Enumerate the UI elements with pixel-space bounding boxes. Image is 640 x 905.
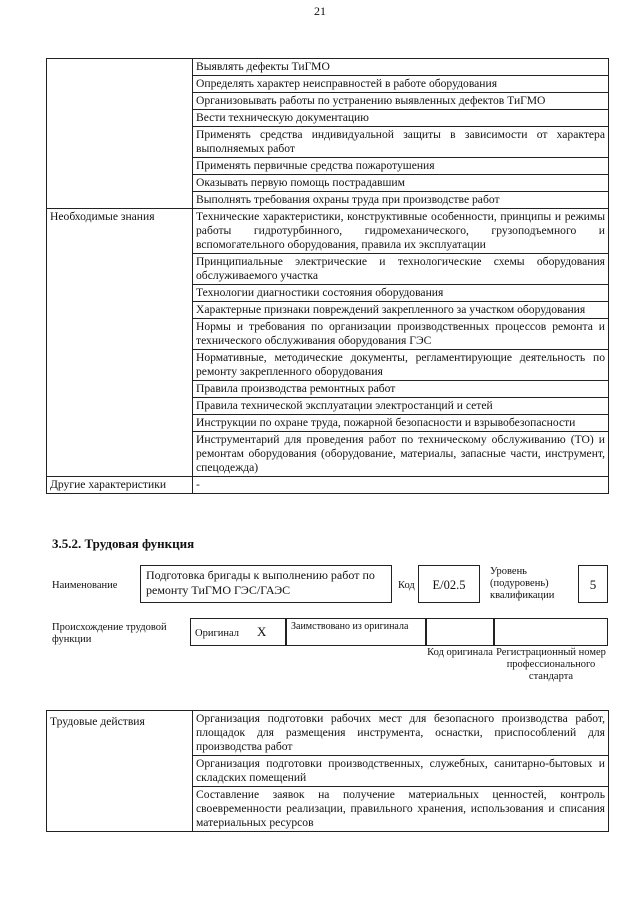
labor-actions-label: Трудовые действия xyxy=(47,711,193,832)
page-number: 21 xyxy=(314,4,326,18)
skill-item: Выполнять требования охраны труда при производстве работ xyxy=(193,192,609,209)
code-box xyxy=(418,565,480,603)
origin-code-caption: Код оригинала xyxy=(427,647,493,658)
code-label: Код xyxy=(398,580,415,591)
action-item: Организация подготовки производственных, служебных, санитарно-бытовых и складских помещений xyxy=(193,756,609,787)
knowledge-item: Нормы и требования по организации производственных процессов ремонта и технического обслуживания оборудования ГЭС xyxy=(193,319,609,350)
skill-item: Применять средства индивидуальной защиты в зависимости от характера выполняемых работ xyxy=(193,127,609,158)
skill-item: Вести техническую документацию xyxy=(193,110,609,127)
knowledge-skills-table xyxy=(46,58,609,494)
knowledge-item: Правила производства ремонтных работ xyxy=(193,381,609,398)
original-box xyxy=(190,618,286,646)
function-name-value: Подготовка бригады к выполнению работ по ремонту ТиГМО ГЭС/ГАЭС xyxy=(146,568,375,597)
skill-item: Оказывать первую помощь пострадавшим xyxy=(193,175,609,192)
skill-item: Определять характер неисправностей в работе оборудования xyxy=(193,76,609,93)
reg-number-caption: Регистрационный номер профессионального стандарта xyxy=(496,647,606,682)
borrowed-label: Заимствовано из оригинала xyxy=(291,621,409,632)
table-row xyxy=(47,59,609,76)
name-label: Наименование xyxy=(52,580,118,591)
origin-label: Происхождение трудовой функции xyxy=(52,622,167,645)
knowledge-item: Характерные признаки повреждений закрепленного за участком оборудования xyxy=(193,302,609,319)
knowledge-item: Технические характеристики, конструктивные особенности, принципы и режимы работы гидротурбинного, гидромеханического, грузоподъемного и вспомогательного оборудования, правила их эксплуатации xyxy=(193,209,609,254)
knowledge-item: Инструкции по охране труда, пожарной безопасности и взрывобезопасности xyxy=(193,415,609,432)
level-value: 5 xyxy=(589,577,597,592)
action-item: Организация подготовки рабочих мест для безопасного производства работ, площадок для размещения инструмента, оснастки, приспособлений для производства работ xyxy=(193,711,609,756)
table-row xyxy=(47,209,609,254)
function-name-box xyxy=(140,565,392,603)
other-characteristics-value: - xyxy=(193,477,609,494)
action-item: Составление заявок на получение материальных ценностей, контроль своевременности реализации, правильного хранения, использования и списания материальных ресурсов xyxy=(193,787,609,832)
original-mark: X xyxy=(257,624,267,639)
skill-item: Организовывать работы по устранению выявленных дефектов ТиГМО xyxy=(193,93,609,110)
level-box xyxy=(578,565,608,603)
level-label: Уровень (подуровень) квалификации xyxy=(490,566,555,601)
skill-item: Применять первичные средства пожаротушения xyxy=(193,158,609,175)
knowledge-item: Нормативные, методические документы, регламентирующие деятельность по ремонту закрепленного оборудования xyxy=(193,350,609,381)
knowledge-item: Правила технической эксплуатации электростанций и сетей xyxy=(193,398,609,415)
knowledge-item: Инструментарий для проведения работ по техническому обслуживанию (ТО) и ремонтам оборудования (оборудование, материалы, запасные части, инструмент, спецодежда) xyxy=(193,432,609,477)
knowledge-label: Необходимые знания xyxy=(47,209,193,477)
borrowed-box xyxy=(286,618,426,646)
skill-item: Выявлять дефекты ТиГМО xyxy=(193,59,609,76)
original-label: Оригинал xyxy=(195,628,239,639)
knowledge-item: Принципиальные электрические и технологические схемы оборудования обслуживаемого участка xyxy=(193,254,609,285)
other-characteristics-label: Другие характеристики xyxy=(47,477,193,494)
knowledge-item: Технологии диагностики состояния оборудования xyxy=(193,285,609,302)
skills-label-cell xyxy=(47,59,193,209)
code-value: E/02.5 xyxy=(432,578,466,592)
labor-actions-table xyxy=(46,710,609,832)
table-row xyxy=(47,711,609,756)
origin-code-box xyxy=(426,618,494,646)
reg-number-box xyxy=(494,618,608,646)
section-title: 3.5.2. Трудовая функция xyxy=(52,536,195,551)
table-row xyxy=(47,477,609,494)
